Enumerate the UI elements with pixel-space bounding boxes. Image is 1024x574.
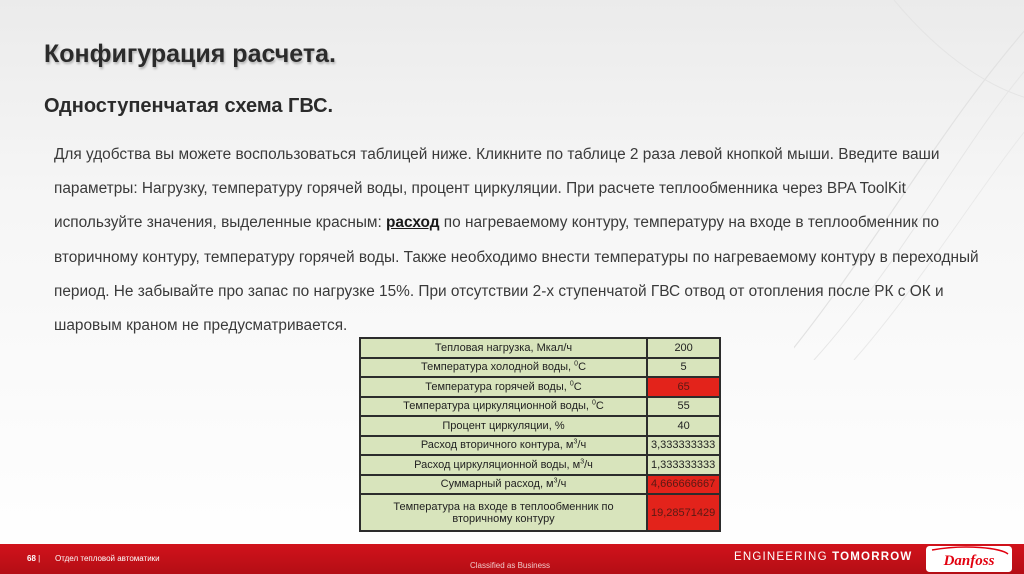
footer-separator: | (35, 554, 41, 563)
table-row (360, 494, 720, 531)
table-value-cell[interactable]: 55 (647, 397, 720, 417)
instructions-text-part2: по нагреваемому контуру, температуру на входе в теплообменник по вторичному контуру, температуру горячей воды. Также необходимо внести температуры по нагреваемому контуру в переходный период. Не забывайте про запас по нагрузке 15%. При отсутствии 2-х ступенчатой ГВС отвод от отопления после РК с ОК и шаровым краном не предусматривается. (54, 214, 979, 335)
danfoss-logo (926, 546, 1012, 572)
page-title: Конфигурация расчета. (44, 40, 336, 68)
table-value-cell-highlighted[interactable]: 65 (647, 377, 720, 397)
instructions-paragraph (54, 138, 984, 343)
row-label: Тепловая нагрузка, Мкал/ч (434, 341, 573, 354)
table-label-cell (360, 397, 647, 417)
row-label-unit: C (573, 380, 582, 393)
row-label-unit: /ч (577, 439, 587, 452)
table-value-cell-highlighted: 4,666666667 (647, 475, 720, 495)
classification-label: Classified as Business (470, 561, 551, 570)
row-label: Расход вторичного контура, м (420, 439, 574, 452)
table-row (360, 377, 720, 397)
table-row (360, 455, 720, 475)
row-label: Температура горячей воды, (425, 380, 570, 393)
table-label-cell (360, 436, 647, 456)
table-row (360, 416, 720, 436)
row-label-sup: 0 (569, 380, 574, 388)
row-label: Температура холодной воды, (420, 361, 575, 374)
row-label-unit: C (578, 361, 587, 374)
row-label-unit: /ч (557, 478, 567, 491)
page-number-area (27, 554, 40, 563)
table-row (360, 338, 720, 358)
table-label-cell (360, 494, 647, 531)
row-label-sup: 0 (592, 399, 596, 407)
tagline (734, 551, 912, 563)
table-label-cell (360, 416, 647, 436)
parameters-table[interactable] (359, 337, 721, 532)
table-value-cell: 1,333333333 (647, 455, 720, 475)
table-value-cell[interactable]: 5 (647, 358, 720, 378)
table-label-cell (360, 475, 647, 495)
table-row (360, 436, 720, 456)
logo-text: Danfoss (943, 553, 995, 569)
tagline-prefix: ENGINEERING (734, 551, 833, 563)
table-label-cell (360, 377, 647, 397)
table-row (360, 475, 720, 495)
row-label: Процент циркуляции, % (442, 419, 565, 432)
page-subtitle: Одноступенчатая схема ГВС. (44, 95, 334, 117)
row-label-sup: 3 (553, 477, 558, 485)
row-label: Расход циркуляционной воды, м (414, 458, 581, 471)
row-label-sup: 3 (573, 438, 578, 446)
department-name: Отдел тепловой автоматики (55, 554, 160, 563)
table-label-cell (360, 358, 647, 378)
table-row (360, 397, 720, 417)
highlighted-word: расход (386, 214, 440, 232)
tagline-bold: TOMORROW (832, 551, 913, 563)
table-value-cell[interactable]: 40 (647, 416, 720, 436)
footer-bar (0, 544, 1024, 574)
instructions-text-part1: Для удобства вы можете воспользоваться таблицей ниже. Кликните по таблице 2 раза левой кнопкой мыши. Введите ваши параметры: Нагрузку, температуру горячей воды, процент циркуляции. При расчете теплообменника через BPA ToolKit используйте значения, выделенные красным: (54, 146, 940, 232)
row-label: Температура на входе в теплообменник по вторичному контуру (393, 500, 614, 525)
table-label-cell (360, 338, 647, 358)
row-label-sup: 3 (580, 458, 585, 466)
table-value-cell[interactable]: 200 (647, 338, 720, 358)
table-value-cell: 3,333333333 (647, 436, 720, 456)
table-row (360, 358, 720, 378)
row-label: Суммарный расход, м (440, 478, 554, 491)
page-number: 68 (27, 554, 36, 563)
row-label-sup: 0 (574, 360, 579, 368)
row-label-unit: C (595, 400, 604, 413)
row-label: Температура циркуляционной воды, (403, 400, 592, 413)
table-label-cell (360, 455, 647, 475)
row-label-unit: /ч (584, 458, 593, 471)
table-value-cell-highlighted: 19,28571429 (647, 494, 720, 531)
